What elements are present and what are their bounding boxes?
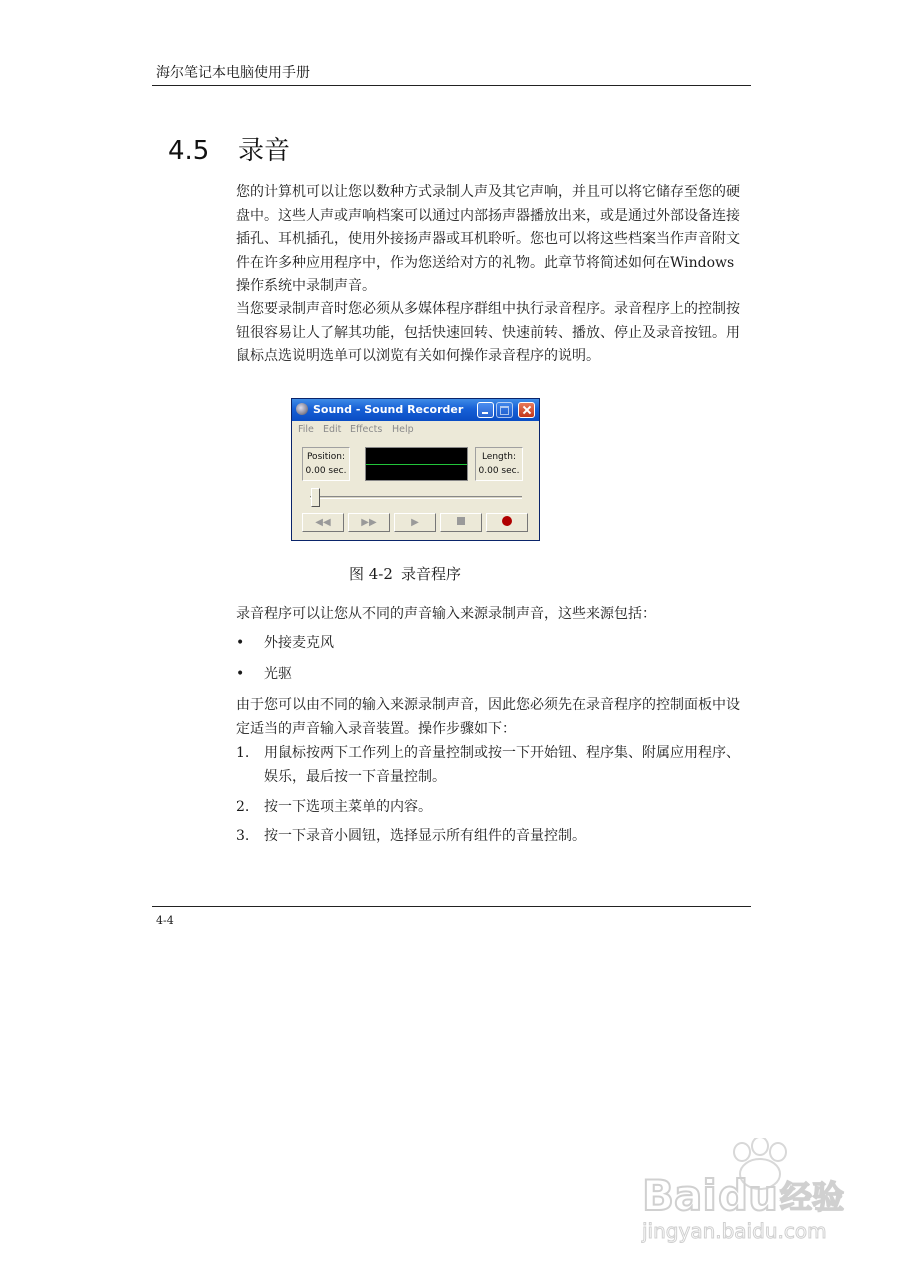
figure-caption: [349, 563, 461, 584]
list-item-text: 光驱: [264, 666, 292, 682]
waveform-line: [366, 464, 467, 465]
play-icon: ▶: [411, 517, 419, 528]
setup-paragraph: 由于您可以由不同的输入来源录制声音，因此您必须先在录音程序的控制面板中设定适当的声音输入录音装置。操作步骤如下：: [236, 697, 740, 737]
svg-text:经验: 经验: [780, 1178, 845, 1216]
length-display: [475, 447, 523, 481]
list-item: [236, 664, 292, 684]
sources-paragraph: 录音程序可以让您从不同的声音输入来源录制声音，这些来源包括：: [236, 606, 656, 622]
usage-paragraph: 当您要录制声音时您必须从多媒体程序群组中执行录音程序。录音程序上的控制按钮很容易让人了解其功能，包括快速回转、快速前转、播放、停止及录音按钮。用鼠标点选说明选单可以浏览有关如何操作录音程序的说明。: [236, 301, 740, 365]
step-number: 1.: [236, 745, 250, 761]
position-label: Position:: [306, 452, 346, 462]
window-title: Sound - Sound Recorder: [313, 403, 464, 416]
footer-divider: [152, 906, 751, 907]
seek-track[interactable]: [310, 496, 522, 499]
stop-icon: [457, 517, 465, 525]
svg-text:jingyan.baidu.com: jingyan.baidu.com: [642, 1219, 827, 1243]
step-number: 3.: [236, 828, 250, 844]
step-text: 用鼠标按两下工作列上的音量控制或按一下开始钮、程序集、附属应用程序、娱乐，最后按一下音量控制。: [264, 745, 740, 785]
bullet-icon: •: [236, 635, 245, 651]
section-heading: [168, 130, 290, 167]
length-label: Length:: [481, 452, 517, 462]
play-button[interactable]: [394, 513, 436, 532]
step-item: [236, 825, 748, 849]
figure-number: 图 4-2: [349, 565, 393, 583]
fast-forward-button[interactable]: [348, 513, 390, 532]
waveform-display: [365, 447, 468, 481]
step-text: 按一下选项主菜单的内容。: [264, 799, 432, 815]
header-divider: [152, 85, 751, 86]
intro-paragraph: 您的计算机可以让您以数种方式录制人声及其它声响，并且可以将它储存至您的硬盘中。这些人声或声响档案可以通过内部扬声器播放出来，或是通过外部设备连接插孔、耳机插孔，使用外接扬声器或耳机聆听。您也可以将这些档案当作声音附文件在许多种应用程序中，作为您送给对方的礼物。此章节将简述如何在Windows操作系统中录制声音。: [236, 184, 740, 295]
svg-text:du: du: [718, 1171, 778, 1220]
stop-button[interactable]: [440, 513, 482, 532]
window-titlebar[interactable]: [292, 399, 539, 421]
close-icon[interactable]: [518, 402, 535, 418]
rewind-button[interactable]: [302, 513, 344, 532]
svg-text:Bai: Bai: [642, 1171, 717, 1220]
page-number: 4-4: [156, 914, 174, 927]
sound-recorder-window: [291, 398, 540, 541]
section-title: 录音: [238, 136, 291, 166]
list-item-text: 外接麦克风: [264, 635, 334, 651]
menu-edit[interactable]: Edit: [323, 424, 342, 435]
list-item: [236, 633, 334, 653]
step-item: [236, 796, 748, 820]
minimize-icon[interactable]: [477, 402, 494, 418]
step-number: 2.: [236, 799, 250, 815]
recorder-app-icon: [296, 403, 308, 415]
position-value: 0.00 sec.: [305, 466, 347, 476]
menu-file[interactable]: File: [298, 424, 314, 435]
step-text: 按一下录音小圆钮，选择显示所有组件的音量控制。: [264, 828, 586, 844]
fast-forward-icon: ▶▶: [361, 517, 377, 528]
rewind-icon: ◀◀: [315, 517, 331, 528]
length-value: 0.00 sec.: [478, 466, 520, 476]
baidu-jingyan-watermark: [640, 1138, 870, 1258]
document-header-title: 海尔笔记本电脑使用手册: [156, 65, 310, 81]
record-button[interactable]: [486, 513, 528, 532]
bullet-icon: •: [236, 666, 245, 682]
section-number: 4.5: [168, 136, 210, 166]
step-item: [236, 742, 748, 789]
maximize-icon: [496, 402, 513, 418]
seek-slider-thumb[interactable]: [311, 488, 320, 507]
record-icon: [502, 516, 512, 526]
menu-help[interactable]: Help: [392, 424, 414, 435]
figure-label: 录音程序: [400, 565, 461, 583]
position-display: [302, 447, 350, 481]
menu-effects[interactable]: Effects: [350, 424, 383, 435]
